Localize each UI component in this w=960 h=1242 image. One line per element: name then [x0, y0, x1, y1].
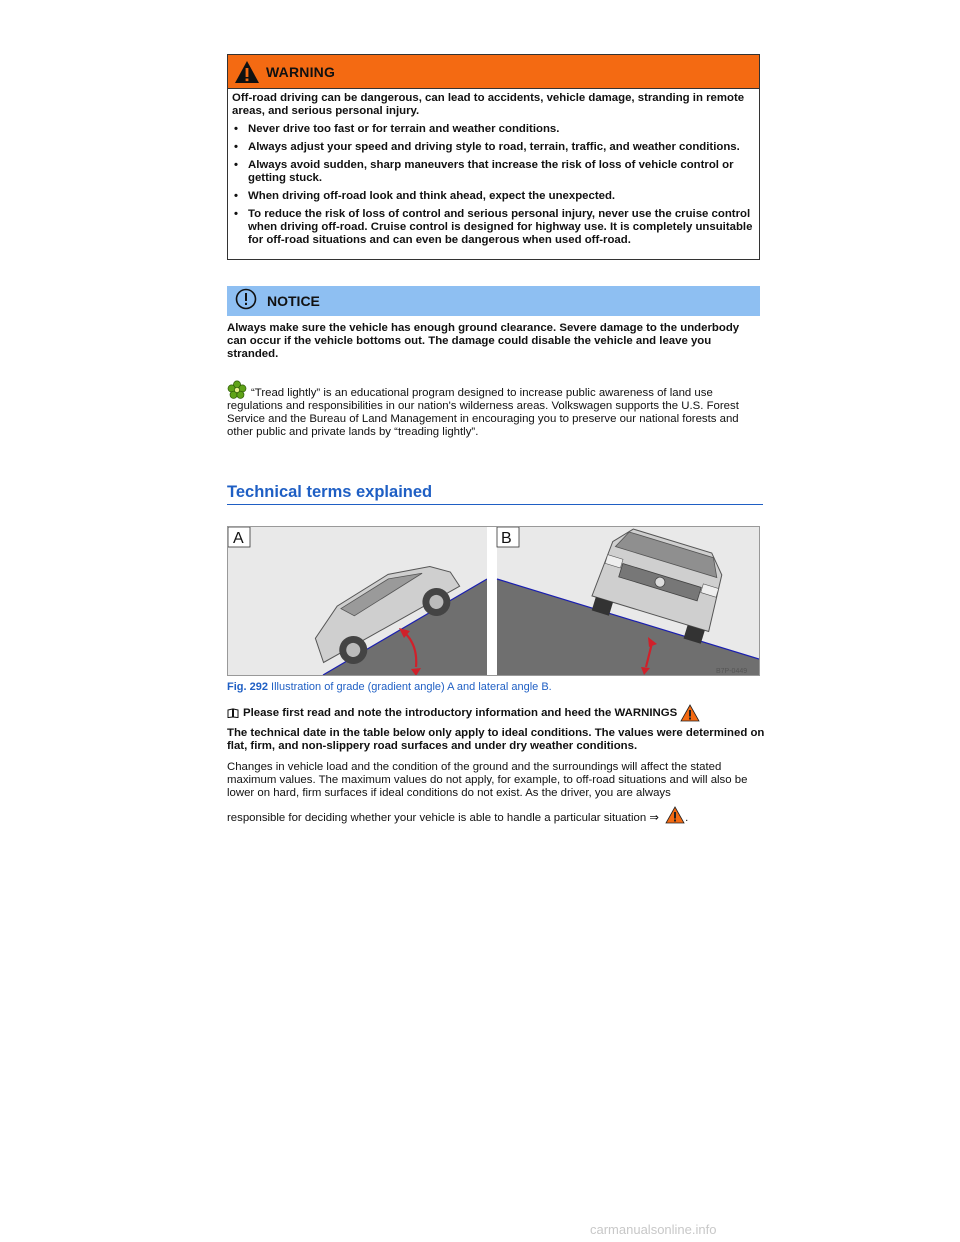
bullet-symbol: •	[234, 159, 238, 171]
intro-text: Please first read and note the introductory information and heed the WARNINGS	[243, 706, 678, 719]
book-icon	[227, 708, 239, 718]
environment-text: “Tread lightly” is an educational program designed to increase public awareness of land use regulations and responsibilities in our nation's wilderness areas. Volkswagen supports the U.S. Forest Service and the Bureau of Land Management in encouraging you to preserve our national forests and other public and private lands by “treading lightly”.	[227, 387, 739, 438]
warning-bullet	[232, 141, 755, 154]
environment-note	[227, 380, 765, 439]
figure-number: Fig. 292	[227, 681, 268, 693]
warning-bullet-text: Never drive too fast or for terrain and weather conditions.	[248, 123, 560, 135]
warning-header	[228, 55, 759, 89]
notice-header	[227, 286, 760, 316]
warning-bullet-text: Always adjust your speed and driving style to road, terrain, traffic, and weather conditions.	[248, 141, 740, 153]
warning-box	[227, 54, 760, 260]
figure-code: B7P-0449	[716, 668, 748, 675]
warning-body	[228, 89, 759, 247]
figure-grade-lateral-angle	[227, 526, 760, 676]
notice-text: Always make sure the vehicle has enough ground clearance. Severe damage to the underbody can occur if the vehicle bottoms out. The damage could disable the vehicle and leave you stranded.	[227, 322, 740, 360]
responsibility-text: responsible for deciding whether your vehicle is able to handle a particular situation ⇒	[227, 812, 659, 824]
technical-data-note: The technical date in the table below only apply to ideal conditions. The values were determined on flat, firm, and non-slippery road surfaces and under dry weather conditions.	[227, 727, 765, 752]
warning-bullet-text: Always avoid sudden, sharp maneuvers that increase the risk of loss of vehicle control or getting stuck.	[248, 159, 734, 184]
responsibility-end: .	[685, 812, 689, 824]
figure-caption-text: Illustration of grade (gradient angle) A and lateral angle B.	[267, 681, 552, 693]
warning-bullet	[232, 208, 755, 247]
panel-b-label: B	[501, 530, 512, 547]
warning-bullet	[232, 190, 755, 203]
panel-a-label: A	[233, 530, 244, 547]
warning-bullet-text: To reduce the risk of loss of control and serious personal injury, never use the cruise control when driving off-road. Cruise control is designed for highway use. It is completely unsuitable for off-road situations and can even be dangerous when used off-road.	[248, 208, 753, 246]
bullet-symbol: •	[234, 123, 238, 135]
figure-caption	[227, 681, 552, 693]
warning-triangle-icon[interactable]	[665, 806, 685, 824]
warning-triangle-icon[interactable]	[680, 704, 700, 722]
watermark: carmanualsonline.info	[590, 1222, 717, 1237]
warning-intro: Off-road driving can be dangerous, can lead to accidents, vehicle damage, stranding in remote areas, and serious personal injury.	[232, 92, 745, 117]
notice-title: NOTICE	[267, 293, 320, 309]
warning-bullet	[232, 159, 755, 185]
section-title: Technical terms explained	[227, 483, 763, 505]
bullet-symbol: •	[234, 190, 238, 202]
warning-bullet	[232, 123, 755, 136]
notice-exclamation-icon	[235, 288, 257, 315]
eco-flower-icon	[227, 380, 247, 400]
responsibility-line	[227, 806, 765, 825]
warning-triangle-icon	[234, 60, 260, 84]
warning-bullet-text: When driving off-road look and think ahead, expect the unexpected.	[248, 190, 616, 202]
bullet-symbol: •	[234, 208, 238, 220]
changes-paragraph: Changes in vehicle load and the condition of the ground and the surroundings will affect the stated maximum values. The maximum values do not apply, for example, to off-road situations and will also be lower on hard, firm surfaces if ideal conditions do not exist. As the driver, you are always	[227, 761, 748, 799]
bullet-symbol: •	[234, 141, 238, 153]
warning-title: WARNING	[266, 63, 336, 80]
intro-line	[227, 704, 767, 722]
